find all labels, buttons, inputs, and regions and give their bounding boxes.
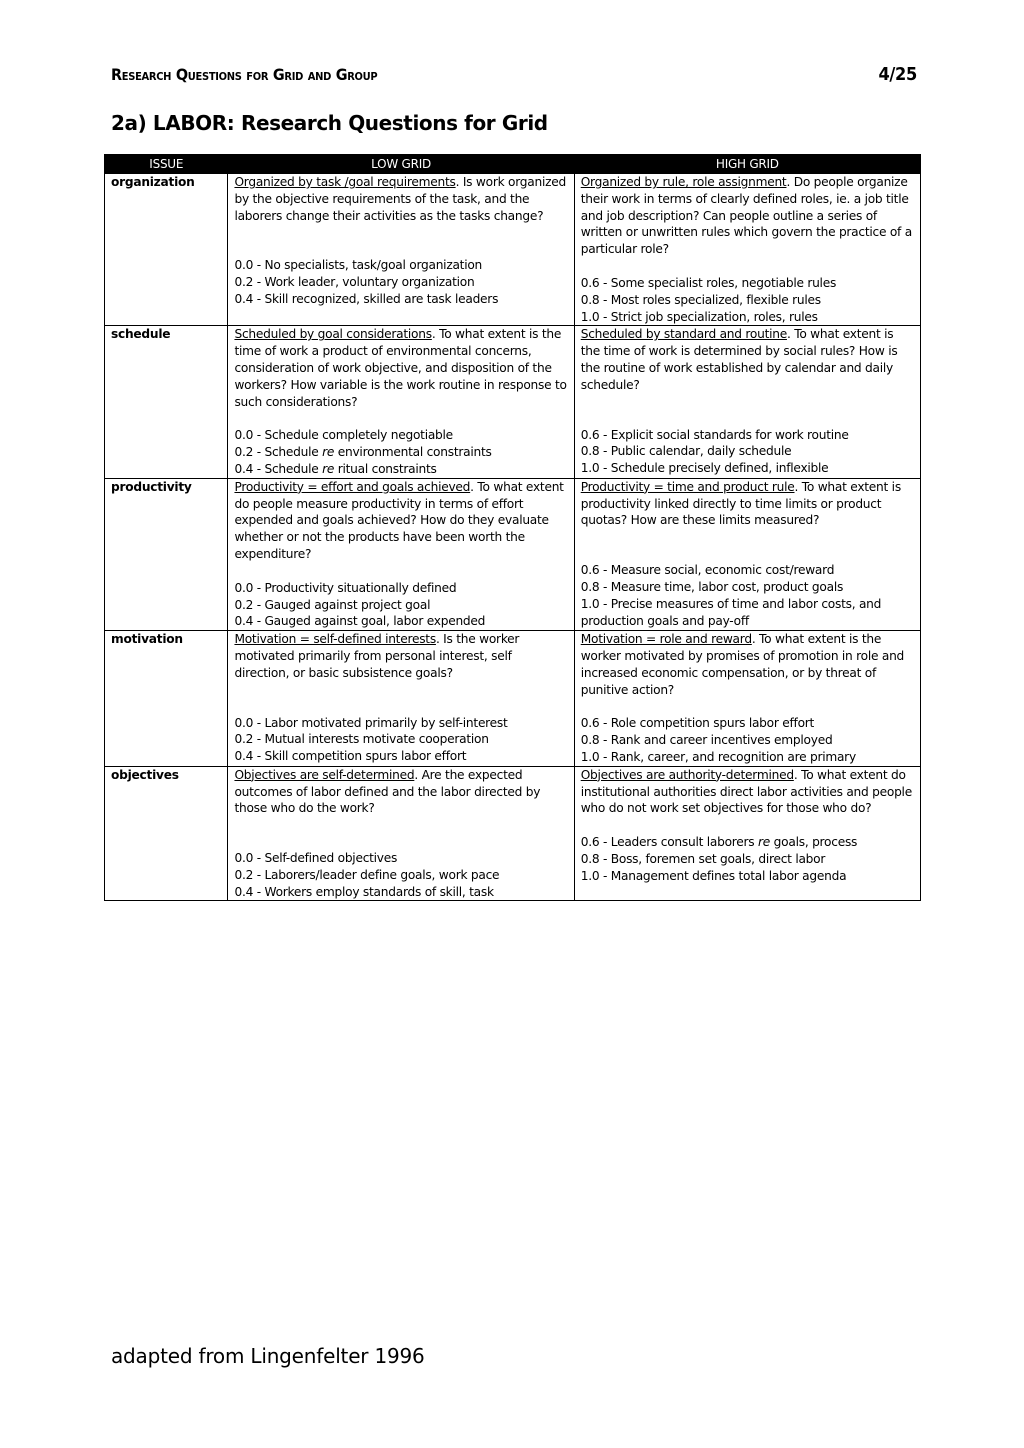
scale-item: 0.2 - Schedule re environmental constraints [234, 445, 492, 460]
scale-item: 0.4 - Skill recognized, skilled are task leaders [234, 291, 499, 306]
low-grid-cell [228, 631, 574, 767]
column-header-issue: ISSUE [105, 155, 228, 174]
question-text: . To what extent is productivity linked directly to time limits or product quotas? How are these limits measured? [580, 479, 901, 528]
spacer [581, 817, 916, 834]
spacer [234, 563, 569, 580]
scale-item: 0.4 - Workers employ standards of skill, task [234, 884, 494, 899]
high-grid-cell [574, 174, 920, 326]
grid-research-table [104, 154, 921, 901]
spacer [234, 224, 569, 257]
scale-item: 0.6 - Measure social, economic cost/reward [580, 563, 835, 578]
scale-item: 0.4 - Skill competition spurs labor effort [234, 749, 467, 764]
scale-item: 0.8 - Boss, foremen set goals, direct labor [580, 851, 826, 866]
spacer [581, 258, 916, 275]
scale-item: 0.0 - Schedule completely negotiable [234, 428, 453, 443]
spacer [234, 817, 569, 850]
question-text: . To what extent is the time of work is determined by social rules? How is the routine of work established by calendar and daily schedule? [580, 327, 898, 392]
scale-item: 0.0 - Productivity situationally defined [234, 580, 457, 595]
scale-item: 1.0 - Strict job specialization, roles, rules [580, 309, 818, 324]
table-row [105, 478, 921, 630]
scale-item: 0.6 - Some specialist roles, negotiable rules [580, 275, 837, 290]
issue-cell: objectives [105, 766, 228, 901]
scale-item: 0.0 - No specialists, task/goal organization [234, 258, 483, 273]
issue-cell: motivation [105, 631, 228, 767]
column-header-high-grid: HIGH GRID [574, 155, 920, 174]
scale-item: 1.0 - Rank, career, and recognition are primary [580, 749, 856, 764]
question-heading: Objectives are authority-determined [580, 767, 794, 782]
research-question [581, 631, 916, 698]
question-text: . To what extent is the worker motivated by promises of promotion in role and increased economic compensation, or by threat of punitive action? [580, 632, 905, 697]
scale-item: 0.6 - Role competition spurs labor effort [580, 716, 815, 731]
research-question [234, 767, 569, 817]
spacer [234, 410, 569, 427]
question-heading: Organized by task /goal requirements [234, 175, 456, 189]
question-text: . To what extent is the time of work a product of environmental concerns, consideration of work objective, and disposition of the workers? How variable is the work routine in response to such considerations? [234, 327, 567, 409]
research-question [234, 479, 569, 563]
spacer [581, 698, 916, 715]
source-footer: adapted from Lingenfelter 1996 [111, 1344, 425, 1368]
question-heading: Motivation = self-defined interests [234, 632, 436, 647]
question-heading: Scheduled by goal considerations [234, 327, 432, 342]
high-grid-cell [574, 766, 920, 901]
table-row [105, 326, 921, 478]
scale-item: 1.0 - Management defines total labor agenda [580, 868, 847, 883]
scale-item: 0.2 - Work leader, voluntary organization [234, 275, 475, 290]
low-grid-cell [228, 174, 574, 326]
research-question [581, 326, 916, 393]
question-heading: Scheduled by standard and routine [580, 327, 787, 342]
running-title: Research Questions for Grid and Group [111, 65, 378, 84]
question-text: . To what extent do institutional authorities direct labor activities and people who do not work set objectives for those who do? [580, 767, 912, 816]
question-text: . Are the expected outcomes of labor defined and the labor directed by those who do the work? [234, 767, 541, 816]
section-title: 2a) LABOR: Research Questions for Grid [111, 111, 548, 135]
scale-item: 1.0 - Schedule precisely defined, inflexible [580, 461, 829, 476]
low-grid-cell [228, 326, 574, 478]
low-grid-cell [228, 766, 574, 901]
scale-item: 0.8 - Public calendar, daily schedule [580, 444, 792, 459]
scale-item: 0.0 - Self-defined objectives [234, 851, 398, 866]
scale-item: 0.8 - Most roles specialized, flexible rules [580, 292, 821, 307]
scale-item: 0.2 - Laborers/leader define goals, work pace [234, 867, 500, 882]
table-row [105, 174, 921, 326]
question-heading: Motivation = role and reward [580, 632, 752, 647]
research-question [234, 631, 569, 681]
question-text: . Is work organized by the objective requirements of the task, and the laborers change their activities as the tasks change? [234, 175, 566, 223]
table-header-row [105, 155, 921, 174]
scale-item: 0.4 - Gauged against goal, labor expended [234, 614, 486, 629]
research-question [234, 174, 569, 224]
question-heading: Productivity = effort and goals achieved [234, 479, 471, 494]
scale-item: 0.2 - Gauged against project goal [234, 597, 431, 612]
spacer [581, 394, 916, 427]
high-grid-cell [574, 631, 920, 767]
running-header [111, 64, 917, 88]
question-heading: Organized by rule, role assignment [580, 175, 787, 189]
scale-item: 0.8 - Measure time, labor cost, product goals [580, 579, 844, 594]
scale-item: 1.0 - Precise measures of time and labor costs, and production goals and pay-off [580, 596, 882, 628]
scale-item: 0.6 - Leaders consult laborers re goals, process [580, 835, 858, 850]
research-question [581, 174, 916, 258]
spacer [581, 529, 916, 562]
high-grid-cell [574, 478, 920, 630]
scale-item: 0.8 - Rank and career incentives employed [580, 733, 833, 748]
research-question [581, 479, 916, 529]
question-text: . Do people organize their work in terms of clearly defined roles, ie. a job title and job description? Can people outline a series of written or unwritten rules which govern the practice of a particular role? [580, 175, 912, 257]
issue-cell: organization [105, 174, 228, 326]
question-heading: Productivity = time and product rule [580, 479, 795, 494]
scale-item: 0.6 - Explicit social standards for work routine [580, 427, 849, 442]
question-text: . Is the worker motivated primarily from personal interest, self direction, or basic subsistence goals? [234, 632, 520, 680]
spacer [234, 682, 569, 715]
scale-item: 0.2 - Mutual interests motivate cooperation [234, 732, 489, 747]
high-grid-cell [574, 326, 920, 478]
question-text: . To what extent do people measure productivity in terms of effort expended and goals achieved? How do they evaluate whether or not the products have been worth the expenditure? [234, 479, 564, 561]
page-number: 4/25 [878, 64, 917, 85]
scale-item: 0.0 - Labor motivated primarily by self-interest [234, 715, 508, 730]
issue-cell: schedule [105, 326, 228, 478]
scale-item: 0.4 - Schedule re ritual constraints [234, 461, 437, 476]
research-question [581, 767, 916, 817]
research-question [234, 326, 569, 410]
column-header-low-grid: LOW GRID [228, 155, 574, 174]
table-row [105, 631, 921, 767]
table-row [105, 766, 921, 901]
question-heading: Objectives are self-determined [234, 767, 415, 782]
low-grid-cell [228, 478, 574, 630]
issue-cell: productivity [105, 478, 228, 630]
